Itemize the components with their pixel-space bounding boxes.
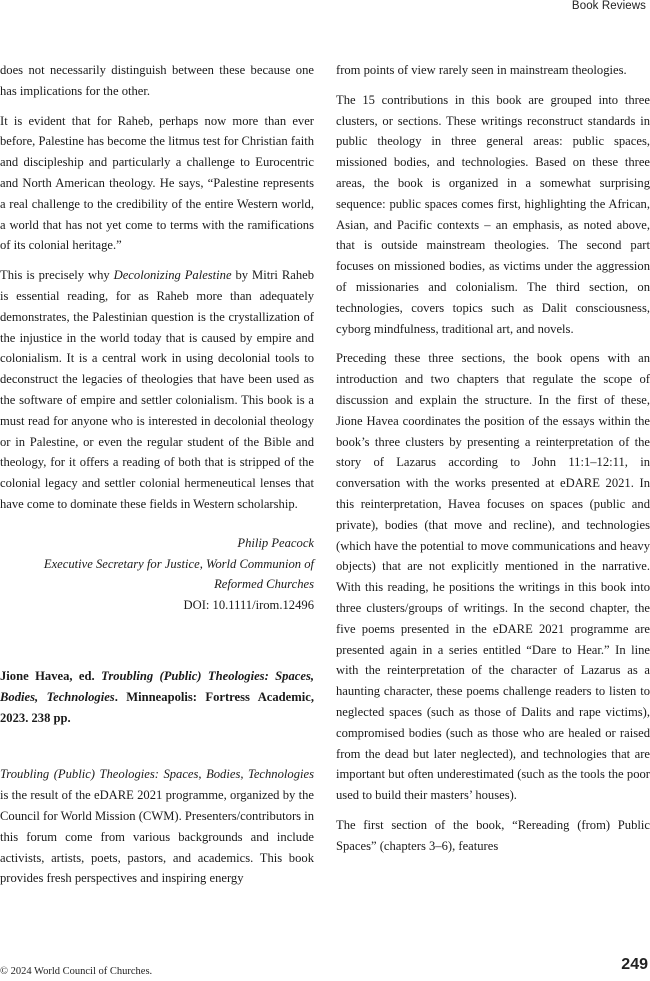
running-header: Book Reviews — [571, 0, 646, 12]
text-run: Jione Havea, ed. — [0, 668, 102, 683]
book-title: Troubling (Public) Theologies: Spaces, Bodies, Technologies — [0, 767, 314, 782]
paragraph — [0, 265, 314, 515]
copyright: © 2024 World Council of Churches. — [0, 966, 153, 977]
doi: DOI: 10.1111/irom.12496 — [183, 598, 314, 613]
paragraph: It is evident that for Raheb, perhaps now more than ever before, Palestine has become the litmus test for Christian faith and discipleship and particularly a challenge to Eurocentric and North American theology. He says, “Palestine represents a real challenge to the credibility of the entire Western world, a world that has not yet come to terms with the ramifications of its colonial heritage.” — [0, 113, 314, 253]
right-column — [336, 60, 650, 865]
reviewer-title: Executive Secretary for Justice, World Communion of Reformed Churches — [43, 556, 314, 592]
paragraph — [0, 764, 314, 889]
paragraph: The first section of the book, “Rereading (from) Public Spaces” (chapters 3–6), features — [336, 817, 650, 853]
paragraph: does not necessarily distinguish between these because one has implications for the other. — [0, 63, 314, 98]
book-title: Decolonizing Palestine — [113, 268, 232, 283]
left-column — [0, 60, 314, 898]
review-heading — [0, 666, 314, 728]
book-title: Troubling (Public) Theologies: Spaces, Bodies, Technologies — [0, 668, 314, 704]
paragraph: The 15 contributions in this book are grouped into three clusters, or sections. These writings reconstruct standards in public theology in three general areas: public spaces, missioned bodies, and technologies. Based on these three areas, the book is organized in a somewhat surprising sequence: public spaces comes first, highlighting the African, Asian, and Pacific contexts – an emphasis, as noted above, that is outside mainstream theologies. The second part focuses on missioned bodies, as victims under the aggression of missionaries and colonialism. The third section, on technologies, covers topics such as Dalit consciousness, cyborg mindfulness, traditional art, and novels. — [336, 92, 650, 336]
text-run: . Minneapolis: Fortress Academic, 2023. 238 pp. — [0, 689, 314, 725]
paragraph: Preceding these three sections, the book opens with an introduction and two chapters that regulate the scope of discussion and explain the structure. In the first of these, Jione Havea coordinates the position of the essays within the book’s three clusters by presenting a reinterpretation of the story of Lazarus according to John 11:1–12:11, in conversation with the works presented at eDARE 2021. In this reinterpretation, Havea focuses on spaces (public and private), bodies (that move and recline), and technologies (which have the potential to move communications and heavy objects) that are not explicitly mentioned in the narrative. With this reading, he positions the writings in this book into three clusters/groups of writings. In the second chapter, the five poems presented in the eDARE 2021 programme are presented again in a series entitled “Dare to Hear.” In line with the reinterpretation of the character of Lazarus as a haunting character, these poems challenge readers to listen to neglected spaces (such as those of Dalits and rape victims), compromised bodies (such as those who are healed or raised from the dead but later neglected), and technologies that are important but often underestimated (such as the tools the poor used to build their masters’ houses). — [336, 351, 650, 803]
text-run: by Mitri Raheb is essential reading, for as Raheb more than adequately demonstrates, the Palestinian question is the crystallization of the injustice in the world today that is caused by empire and colonialism. It is a central work in using decolonial tools to deconstruct the legacies of theologies that have been used as the software of empire and settler colonialism. This book is a must read for anyone who is interested in decolonial theology or in Palestine, or even the regular student of the Bible and theology, for it offers a reading of both that is stripped of the colonial legacy and settler colonial hermeneutical lenses that have come to dominate these fields in Western scholarship. — [0, 268, 314, 511]
page-number: 249 — [621, 956, 648, 973]
paragraph: from points of view rarely seen in mainstream theologies. — [336, 63, 627, 77]
text-run: is the result of the eDARE 2021 programme, organized by the Council for World Mission (CWM). Presenters/contributors in this forum come from various backgrounds and include activists, artists, poets, pastors, and academics. This book provides fresh perspectives and inspiring energy — [0, 788, 314, 886]
reviewer-name: Philip Peacock — [237, 535, 314, 550]
text-run: This is precisely why — [0, 268, 114, 283]
